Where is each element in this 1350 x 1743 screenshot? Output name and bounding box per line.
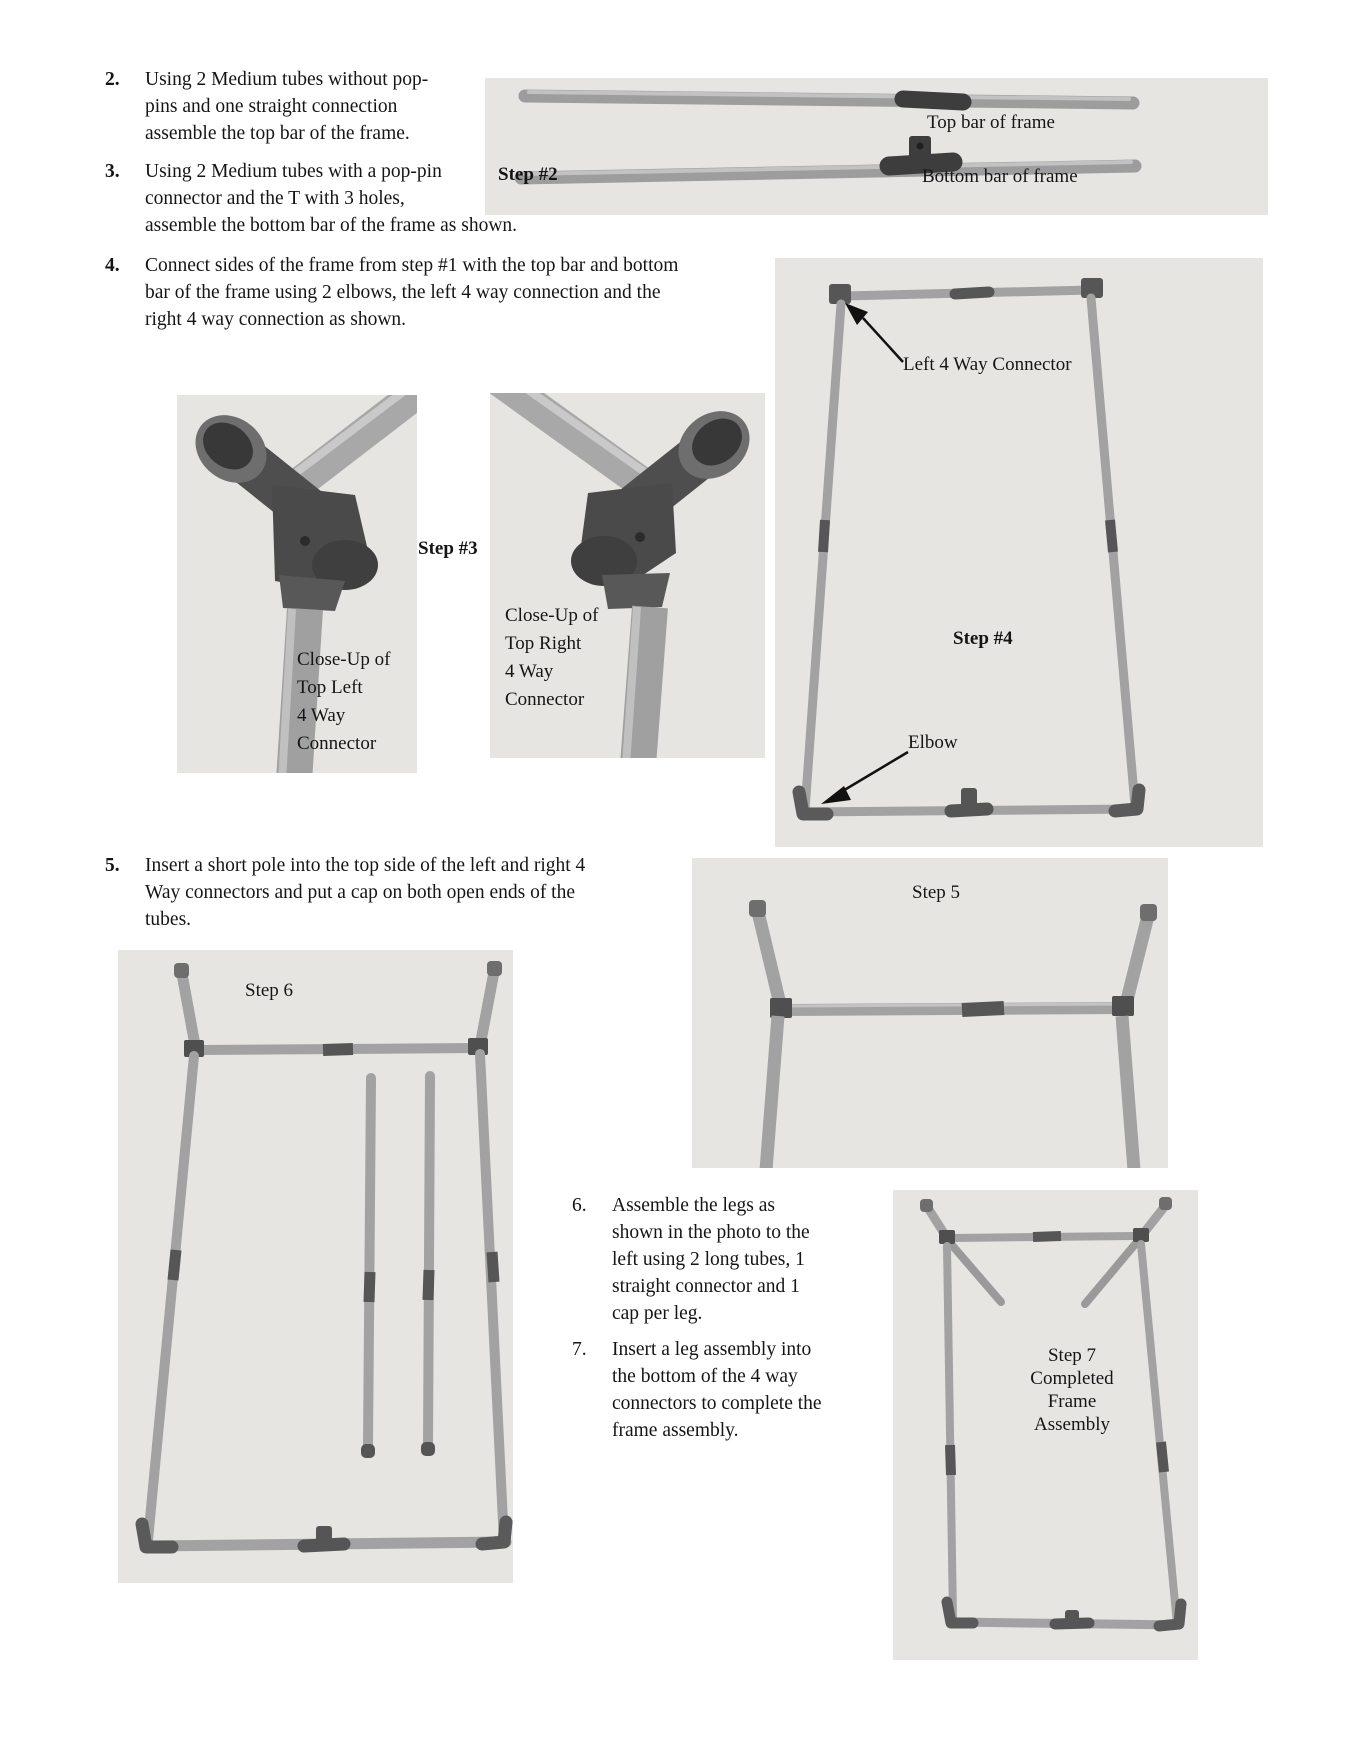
left-leg-sleeve xyxy=(950,1445,951,1475)
instruction-line: Way connectors and put a cap on both open ends of the xyxy=(145,882,576,903)
right-4way-connector xyxy=(1133,1228,1149,1242)
item-text xyxy=(145,66,428,147)
label-bottom-bar: Bottom bar of frame xyxy=(922,166,1078,187)
instruction-line: left using 2 long tubes, 1 xyxy=(612,1249,805,1270)
top-bar-tube xyxy=(788,1008,1120,1010)
t-connector xyxy=(1055,1623,1089,1624)
instruction-item-3 xyxy=(105,158,517,239)
instruction-line: Insert a leg assembly into xyxy=(612,1339,812,1360)
item-number: 5. xyxy=(105,855,120,876)
right-cap xyxy=(1140,904,1157,921)
left-sleeve xyxy=(823,520,825,552)
side-tube xyxy=(638,607,650,758)
left-sleeve xyxy=(173,1250,176,1280)
right-side-tube xyxy=(1122,1016,1134,1168)
right-cap xyxy=(487,961,502,976)
left-leg-tube xyxy=(947,1246,953,1618)
top-bar-tube xyxy=(297,395,417,485)
instruction-line: connector and the T with 3 holes, xyxy=(145,188,405,209)
left-4way-connector xyxy=(939,1230,955,1244)
caption-line: Completed xyxy=(1030,1368,1114,1389)
instruction-line: pins and one straight connection xyxy=(145,96,398,117)
caption-line: Connector xyxy=(505,689,585,710)
caption-line: Top Left xyxy=(297,677,363,698)
left-side-tube xyxy=(148,1056,194,1540)
left-side-tube xyxy=(766,1016,778,1168)
top-bar-tube xyxy=(500,393,642,483)
top-bar-tube xyxy=(525,92,1133,103)
photo-step2-bars xyxy=(485,78,1268,215)
pop-pin-sleeve xyxy=(1033,1236,1061,1237)
left-cap xyxy=(749,900,766,917)
right-side-tube xyxy=(480,1054,504,1542)
step5-illustration xyxy=(692,858,1168,1168)
photo-step6-frame-and-legs xyxy=(118,950,513,1583)
t-connector xyxy=(951,809,987,811)
instruction-line: Assemble the legs as xyxy=(612,1195,776,1216)
right-leg-sleeve xyxy=(1161,1442,1164,1472)
right-elbow xyxy=(482,1522,506,1544)
item-text xyxy=(145,852,585,933)
caption-line: Step 7 xyxy=(1047,1345,1097,1366)
label-top-bar: Top bar of frame xyxy=(927,112,1055,133)
step4-frame-illustration xyxy=(775,258,1263,847)
arrow-to-connector xyxy=(845,303,903,362)
left-elbow xyxy=(142,1524,172,1547)
instruction-line: the bottom of the 4 way xyxy=(612,1366,798,1387)
pop-pin-sleeve xyxy=(962,1008,1004,1010)
caption-left-connector xyxy=(297,646,390,758)
right-sleeve xyxy=(1110,520,1113,552)
label-left-4way-connector: Left 4 Way Connector xyxy=(903,354,1072,375)
right-inner-diagonal-tube xyxy=(1085,1242,1137,1304)
connector-collar xyxy=(602,573,670,609)
item-number: 3. xyxy=(105,161,120,182)
step2-bars-illustration xyxy=(485,78,1268,215)
t-connector xyxy=(304,1544,344,1546)
pop-pin-sleeve xyxy=(323,1049,353,1050)
instruction-line: Connect sides of the frame from step #1 with the top bar and bottom xyxy=(145,255,679,276)
right-4way-connector xyxy=(1112,996,1134,1016)
item-number: 4. xyxy=(105,255,120,276)
caption-step7 xyxy=(992,1344,1152,1436)
caption-line: Top Right xyxy=(505,633,582,654)
loose-leg-assembly-2 xyxy=(421,1076,435,1456)
item-number: 2. xyxy=(105,69,120,90)
step6-illustration xyxy=(118,950,513,1583)
instruction-line: shown in the photo to the xyxy=(612,1222,810,1243)
right-cap xyxy=(1159,1197,1172,1210)
pop-pin-sleeve xyxy=(955,292,989,294)
instruction-line: Using 2 Medium tubes without pop- xyxy=(145,69,429,90)
leg-cap xyxy=(421,1442,435,1456)
instruction-item-7 xyxy=(572,1336,822,1444)
item-number: 6. xyxy=(572,1195,587,1216)
pin-hole xyxy=(635,532,645,542)
instruction-line: assemble the bottom bar of the frame as shown. xyxy=(145,215,518,236)
instruction-line: bar of the frame using 2 elbows, the left 4 way connection and the xyxy=(145,282,661,303)
right-short-pole xyxy=(480,972,494,1046)
left-elbow xyxy=(947,1602,973,1623)
left-cap xyxy=(920,1199,933,1212)
left-short-pole xyxy=(182,974,195,1045)
instruction-item-4 xyxy=(105,252,678,333)
caption-line: Assembly xyxy=(1034,1414,1110,1435)
left-short-pole xyxy=(758,912,780,1004)
caption-line: 4 Way xyxy=(297,705,346,726)
photo-step5-top-assembly xyxy=(692,858,1168,1168)
instruction-item-6 xyxy=(572,1192,810,1327)
leg-cap xyxy=(361,1444,375,1458)
instruction-line: tubes. xyxy=(145,909,192,930)
label-elbow: Elbow xyxy=(908,732,958,753)
left-4way-connector xyxy=(770,998,792,1018)
caption-line: Close-Up of xyxy=(297,649,391,670)
left-side-tube xyxy=(805,304,841,810)
item-text xyxy=(612,1192,810,1327)
label-step6: Step 6 xyxy=(245,980,294,1001)
caption-line: 4 Way xyxy=(505,661,554,682)
label-step2: Step #2 xyxy=(498,164,558,185)
instruction-line: cap per leg. xyxy=(612,1303,703,1324)
item-text xyxy=(145,158,517,239)
right-elbow xyxy=(1115,790,1139,811)
right-sleeve xyxy=(492,1252,494,1282)
label-step5: Step 5 xyxy=(912,882,961,903)
instruction-line: straight connector and 1 xyxy=(612,1276,800,1297)
pop-pin-hole xyxy=(917,143,924,150)
instruction-line: Using 2 Medium tubes with a pop-pin xyxy=(145,161,442,182)
left-cap xyxy=(174,963,189,978)
instruction-line: Insert a short pole into the top side of the left and right 4 xyxy=(145,855,586,876)
instruction-item-5 xyxy=(105,852,585,933)
arrow-to-elbow xyxy=(821,752,908,804)
instruction-line: assemble the top bar of the frame. xyxy=(145,123,410,144)
straight-connector xyxy=(903,99,963,102)
instruction-item-2 xyxy=(105,66,428,147)
label-step3: Step #3 xyxy=(418,538,478,559)
label-step4: Step #4 xyxy=(953,628,1013,649)
connector-collar xyxy=(279,575,345,611)
instruction-line: connectors to complete the xyxy=(612,1393,822,1414)
item-text xyxy=(145,252,678,333)
caption-line: Close-Up of xyxy=(505,605,599,626)
caption-line: Frame xyxy=(1047,1391,1097,1412)
pin-hole xyxy=(300,536,310,546)
caption-right-connector xyxy=(505,602,598,714)
caption-line: Connector xyxy=(297,733,377,754)
left-inner-diagonal-tube xyxy=(951,1244,1001,1302)
item-number: 7. xyxy=(572,1339,587,1360)
photo-step4-frame xyxy=(775,258,1263,847)
item-text xyxy=(612,1336,822,1444)
instruction-line: frame assembly. xyxy=(612,1420,739,1441)
loose-leg-assembly-1 xyxy=(361,1078,375,1458)
right-short-pole xyxy=(1126,916,1148,1004)
instruction-line: right 4 way connection as shown. xyxy=(145,309,407,330)
right-elbow xyxy=(1159,1604,1181,1626)
